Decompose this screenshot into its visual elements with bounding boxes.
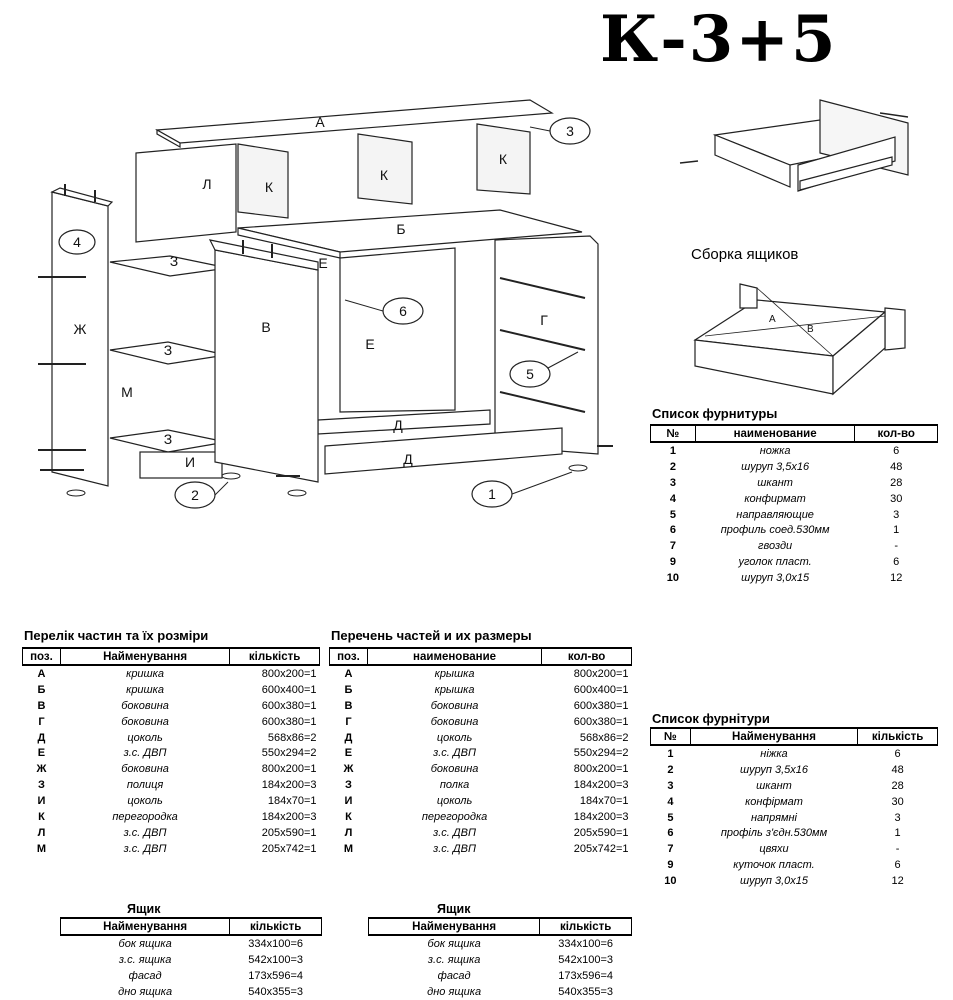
table-row [651, 857, 938, 873]
table-row [651, 825, 938, 841]
table-row [369, 968, 632, 984]
table-cell: фасад [128, 969, 162, 982]
label-k1: К [264, 179, 274, 195]
drawer-ua-title: Ящик [127, 902, 161, 916]
table-cell: 48 [891, 763, 904, 776]
table-cell: 205х590=1 [573, 826, 629, 839]
plinth-d2 [325, 428, 562, 474]
table-cell: боковина [121, 715, 169, 728]
col-header: наименование [367, 648, 541, 665]
col-header: кількість [230, 648, 320, 665]
table-cell: Ж [343, 763, 354, 776]
table-cell: боковина [121, 699, 169, 712]
header-row [651, 728, 938, 745]
table-cell: 30 [890, 492, 903, 505]
table-cell: Б [37, 683, 46, 696]
table-cell: уголок пласт. [738, 556, 812, 569]
label-d1: Д [393, 417, 403, 433]
table-cell: 6 [667, 827, 674, 840]
table-cell: конфирмат [744, 492, 806, 505]
label-z1: З [169, 253, 179, 269]
table-cell: А [37, 667, 46, 680]
table-cell: дно ящика [427, 985, 482, 998]
table-cell: 3 [894, 811, 901, 824]
table-cell: з.с. ДВП [123, 826, 167, 839]
table-row [330, 714, 632, 730]
label-l: Л [202, 176, 212, 192]
table-cell: 540х355=3 [558, 985, 613, 998]
table-cell: 4 [669, 492, 676, 505]
table-cell: 550х294=2 [573, 747, 629, 760]
page-title: К-3+5 [600, 2, 838, 77]
col-header: № [651, 728, 691, 745]
callout-1: 1 [488, 486, 496, 502]
table-row [61, 984, 322, 1000]
table-cell: К [345, 810, 352, 823]
table-cell: Г [345, 715, 352, 728]
table-cell: 2 [667, 763, 674, 776]
table-cell: - [894, 540, 899, 553]
table-row [330, 745, 632, 761]
table-cell: направляющие [736, 508, 814, 521]
table-cell: 184х70=1 [267, 795, 317, 808]
label-a: А [315, 114, 325, 130]
table-cell: 184х200=3 [573, 810, 629, 823]
callout-3: 3 [566, 123, 574, 139]
table-cell: боковина [430, 699, 479, 712]
table-row [651, 554, 938, 570]
table-row [651, 873, 938, 889]
table-row [330, 665, 632, 682]
table-row [23, 793, 320, 809]
panel-l [136, 144, 236, 242]
col-header: поз. [23, 648, 61, 665]
table-row [23, 777, 320, 793]
table-cell: К [38, 810, 45, 823]
label-b: Б [396, 221, 406, 237]
table-cell: 800х200=1 [573, 667, 629, 680]
table-cell: Е [37, 747, 46, 760]
table-cell: 600х380=1 [261, 699, 317, 712]
table-cell: ножка [759, 444, 791, 457]
table-cell: боковина [430, 763, 479, 776]
col-header: поз. [330, 648, 368, 665]
table-row [651, 522, 938, 538]
table-row [651, 475, 938, 491]
table-cell: 6 [893, 556, 900, 569]
exploded-assembly-drawing [0, 80, 640, 520]
table-cell: цоколь [127, 795, 163, 808]
table-cell: 334х100=6 [248, 937, 303, 950]
table-row [651, 570, 938, 586]
table-cell: шуруп 3,0х15 [741, 572, 810, 585]
table-cell: напрямні [750, 811, 797, 824]
table-cell: 173х596=4 [558, 969, 613, 982]
table-cell: шкант [757, 476, 793, 489]
table-cell: шуруп 3,5х16 [739, 763, 809, 776]
label-e1: Е [318, 255, 328, 271]
table-cell: цоколь [436, 731, 473, 744]
table-cell: В [344, 699, 353, 712]
table-cell: 3 [669, 476, 676, 489]
panel-k1 [238, 144, 288, 218]
parts-ua-table [22, 647, 320, 857]
table-cell: 184х200=3 [573, 779, 629, 792]
table-row [23, 761, 320, 777]
table-cell: 568х86=2 [267, 731, 317, 744]
col-header: Найменування [60, 648, 229, 665]
table-cell: 6 [894, 747, 901, 760]
table-cell: профиль соед.530мм [720, 524, 830, 537]
drawer-ru-table [368, 917, 632, 1000]
fittings-ua-table [650, 727, 938, 889]
table-cell: 600х400=1 [261, 683, 317, 696]
table-cell: Л [37, 826, 46, 839]
table-cell: 28 [890, 476, 903, 489]
parts-ru-title: Перечень частей и их размеры [331, 628, 532, 643]
table-row [61, 952, 322, 968]
table-cell: 334х100=6 [558, 937, 613, 950]
table-cell: з.с. ДВП [123, 842, 167, 855]
callout-6: 6 [399, 303, 407, 319]
table-cell: М [343, 842, 354, 855]
panel-g [495, 236, 598, 454]
table-cell: Б [344, 683, 353, 696]
table-cell: 1 [894, 827, 901, 840]
table-cell: 184х200=3 [261, 779, 317, 792]
table-cell: И [37, 795, 46, 808]
table-cell: 6 [894, 859, 901, 872]
table-cell: Д [344, 731, 353, 744]
table-cell: цвяхи [759, 843, 789, 856]
table-cell: В [37, 699, 46, 712]
col-header: кількість [230, 918, 322, 935]
drawer-assembly-caption: Сборка ящиков [691, 246, 799, 263]
table-row [23, 809, 320, 825]
header-row [369, 918, 632, 935]
drawer-ru-title: Ящик [437, 902, 471, 916]
table-row [330, 730, 632, 746]
table-cell: 9 [667, 859, 674, 872]
table-cell: 600х380=1 [573, 715, 629, 728]
plinth-d1 [318, 410, 490, 434]
parts-ru-table [329, 647, 632, 857]
table-cell: 1 [667, 747, 674, 760]
table-row [651, 794, 938, 810]
table-cell: з.с. ДВП [433, 826, 476, 839]
drawer-label-b: В [807, 324, 814, 335]
table-row [23, 665, 320, 682]
table-row [651, 841, 938, 857]
col-header: Найменування [690, 728, 857, 745]
table-cell: З [345, 779, 352, 792]
table-row [61, 968, 322, 984]
label-d2: Д [403, 451, 413, 467]
table-row [23, 825, 320, 841]
table-row [330, 682, 632, 698]
table-cell: 800х200=1 [261, 763, 317, 776]
table-cell: 7 [667, 843, 674, 856]
label-z2: З [163, 342, 173, 358]
header-row [651, 425, 938, 442]
table-cell: 600х380=1 [261, 715, 317, 728]
table-row [651, 762, 938, 778]
table-row [330, 825, 632, 841]
table-cell: перегородка [421, 810, 488, 823]
table-row [23, 730, 320, 746]
fittings-ua-title: Список фурнітури [652, 711, 770, 726]
table-row [651, 507, 938, 523]
table-cell: кришка [126, 667, 164, 680]
table-cell: 1 [893, 524, 900, 537]
table-row [651, 459, 938, 475]
plinth-i [140, 452, 222, 478]
table-cell: 12 [891, 875, 904, 888]
table-cell: 12 [890, 572, 903, 585]
label-e2: Е [365, 336, 375, 352]
col-header: кількість [540, 918, 632, 935]
table-row [651, 491, 938, 507]
table-cell: 3 [893, 508, 900, 521]
fittings-ru-table [650, 424, 938, 586]
label-k3: К [498, 151, 508, 167]
table-cell: 10 [664, 875, 677, 888]
table-cell: шуруп 3,5х16 [741, 460, 810, 473]
table-cell: 205х742=1 [573, 842, 629, 855]
col-header: кол-во [855, 425, 938, 442]
table-cell: 2 [669, 460, 676, 473]
table-cell: 4 [667, 795, 674, 808]
table-cell: 542х100=3 [248, 953, 303, 966]
table-row [651, 778, 938, 794]
table-row [651, 745, 938, 762]
table-cell: 6 [669, 524, 676, 537]
table-cell: цоколь [436, 795, 473, 808]
table-cell: ніжка [760, 747, 788, 760]
table-cell: 28 [891, 779, 904, 792]
label-k2: К [379, 167, 389, 183]
col-header: № [651, 425, 696, 442]
table-cell: 800х200=1 [573, 763, 629, 776]
table-row [651, 810, 938, 826]
table-row [330, 698, 632, 714]
table-row [23, 841, 320, 857]
callout-4: 4 [73, 234, 81, 250]
table-cell: крышка [434, 683, 475, 696]
table-cell: шкант [756, 779, 792, 792]
label-v: В [261, 319, 271, 335]
table-cell: А [344, 667, 353, 680]
header-row [23, 648, 320, 665]
drawer-label-a: А [769, 314, 776, 325]
col-header: кол-во [542, 648, 632, 665]
table-cell: 7 [669, 540, 676, 553]
table-cell: з.с. ящика [118, 953, 172, 966]
table-cell: боковина [430, 715, 479, 728]
table-cell: з.с. ДВП [123, 747, 167, 760]
table-row [651, 442, 938, 459]
table-cell: 1 [669, 444, 676, 457]
drawer-exploded-drawing [670, 95, 930, 215]
header-row [61, 918, 322, 935]
table-cell: 184х200=3 [261, 810, 317, 823]
table-cell: 542х100=3 [558, 953, 613, 966]
table-cell: З [38, 779, 45, 792]
table-cell: кришка [126, 683, 164, 696]
col-header: Найменування [369, 918, 540, 935]
table-row [330, 761, 632, 777]
label-i: И [184, 454, 196, 470]
label-zh: Ж [73, 321, 87, 337]
table-cell: Г [38, 715, 45, 728]
fittings-ru-title: Список фурнитуры [652, 406, 778, 421]
table-row [330, 777, 632, 793]
table-row [23, 682, 320, 698]
table-row [23, 698, 320, 714]
table-row [651, 538, 938, 554]
table-cell: конфірмат [745, 795, 803, 808]
col-header: Найменування [61, 918, 230, 935]
table-cell: 48 [890, 460, 903, 473]
table-cell: перегородка [112, 810, 178, 823]
table-cell: 30 [891, 795, 904, 808]
table-row [23, 745, 320, 761]
table-cell: куточок пласт. [733, 859, 815, 872]
table-cell: з.с. ДВП [433, 747, 476, 760]
table-row [369, 952, 632, 968]
table-cell: цоколь [127, 731, 163, 744]
table-cell: боковина [121, 763, 169, 776]
table-cell: полиця [126, 779, 164, 792]
table-cell: 600х380=1 [573, 699, 629, 712]
table-cell: 540х355=3 [248, 985, 303, 998]
table-row [369, 984, 632, 1000]
table-cell: профіль з'єдн.530мм [720, 827, 828, 840]
table-cell: 550х294=2 [261, 747, 317, 760]
table-cell: бок ящика [427, 937, 481, 950]
table-cell: 3 [667, 779, 674, 792]
table-cell: 5 [669, 508, 676, 521]
table-cell: 10 [666, 572, 680, 585]
parts-ua-title: Перелік частин та їх розміри [24, 628, 209, 643]
table-cell: з.с. ящика [427, 953, 481, 966]
table-cell: 205х590=1 [261, 826, 317, 839]
table-cell: 6 [893, 444, 900, 457]
table-cell: бок ящика [118, 937, 172, 950]
label-m: М [121, 384, 133, 400]
table-cell: дно ящика [118, 985, 173, 998]
drawer-assembly-drawing [685, 278, 915, 400]
table-cell: полка [439, 779, 470, 792]
table-row [61, 935, 322, 952]
table-cell: 205х742=1 [261, 842, 317, 855]
col-header: кількість [858, 728, 938, 745]
table-cell: Е [344, 747, 353, 760]
table-cell: Л [344, 826, 353, 839]
callout-5: 5 [526, 366, 534, 382]
table-cell: з.с. ДВП [433, 842, 476, 855]
label-z3: З [163, 431, 173, 447]
table-cell: 800х200=1 [261, 667, 317, 680]
table-cell: - [895, 843, 900, 856]
callout-2: 2 [191, 487, 199, 503]
table-cell: 5 [667, 811, 674, 824]
label-g: Г [540, 312, 548, 328]
table-row [330, 809, 632, 825]
table-cell: И [344, 795, 353, 808]
table-cell: фасад [437, 969, 471, 982]
table-cell: 568х86=2 [579, 731, 629, 744]
table-cell: шуруп 3,0х15 [739, 875, 809, 888]
header-row [330, 648, 632, 665]
panel-e [340, 248, 455, 412]
table-row [330, 841, 632, 857]
table-row [369, 935, 632, 952]
table-cell: крышка [434, 667, 475, 680]
table-cell: 9 [669, 556, 676, 569]
col-header: наименование [695, 425, 855, 442]
table-cell: М [36, 842, 47, 855]
table-row [23, 714, 320, 730]
table-cell: 600х400=1 [573, 683, 629, 696]
table-cell: 173х596=4 [248, 969, 303, 982]
table-cell: Ж [36, 763, 47, 776]
table-cell: гвозди [758, 540, 793, 553]
table-cell: Д [37, 731, 46, 744]
panel-v [215, 250, 318, 482]
table-cell: 184х70=1 [579, 795, 629, 808]
drawer-ua-table [60, 917, 322, 1000]
table-row [330, 793, 632, 809]
